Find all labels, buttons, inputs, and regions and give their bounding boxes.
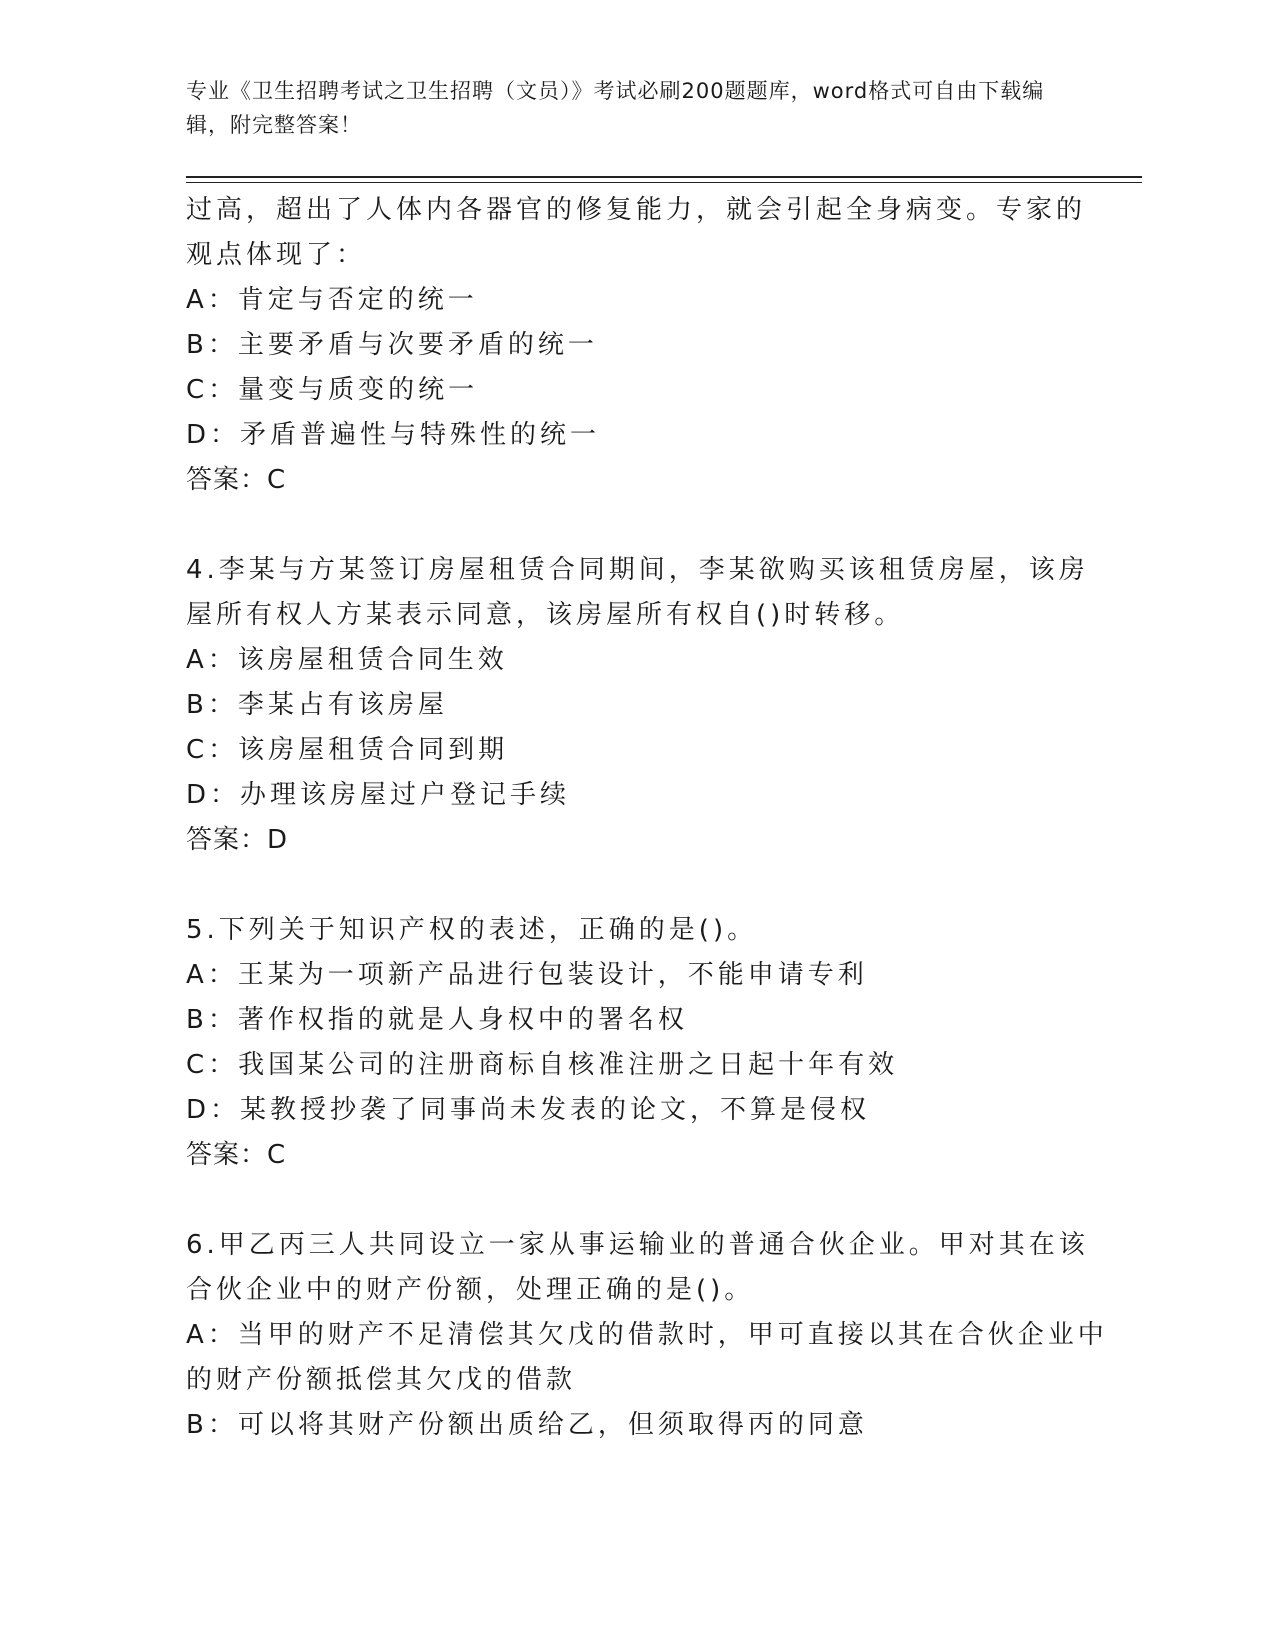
question-5 — [186, 908, 1086, 1178]
option-b: B：可以将其财产份额出质给乙，但须取得丙的同意 — [186, 1410, 868, 1440]
header-divider-thick — [186, 176, 1142, 178]
question-4 — [186, 548, 1089, 863]
header-divider-thin — [186, 182, 1142, 183]
question-list — [186, 188, 1108, 1448]
question-stem: 6.甲乙丙三人共同设立一家从事运输业的普通合伙企业。甲对其在该 — [186, 1230, 1089, 1260]
option-d: D：矛盾普遍性与特殊性的统一 — [186, 420, 601, 450]
question-stem: 合伙企业中的财产份额，处理正确的是()。 — [186, 1275, 755, 1305]
spacer — [186, 1178, 1086, 1223]
option-a: A：王某为一项新产品进行包装设计，不能申请专利 — [186, 960, 868, 990]
option-b: B：主要矛盾与次要矛盾的统一 — [186, 330, 598, 360]
option-d: D：办理该房屋过户登记手续 — [186, 780, 571, 810]
page-header — [186, 74, 1066, 142]
option-c: C：该房屋租赁合同到期 — [186, 735, 509, 765]
question-stem: 观点体现了： — [186, 240, 367, 270]
option-a-continued: 的财产份额抵偿其欠戊的借款 — [186, 1365, 577, 1395]
answer: 答案：D — [186, 825, 289, 855]
option-a: A：肯定与否定的统一 — [186, 285, 478, 315]
question-6 — [186, 1223, 1108, 1448]
document-title: 专业《卫生招聘考试之卫生招聘（文员）》考试必刷200题题库，word格式可自由下载编辑，附完整答案！ — [186, 79, 1045, 137]
option-b: B：李某占有该房屋 — [186, 690, 448, 720]
option-c: C：我国某公司的注册商标自核准注册之日起十年有效 — [186, 1050, 899, 1080]
spacer — [186, 863, 1086, 908]
spacer — [186, 503, 1086, 548]
option-a: A：当甲的财产不足清偿其欠戊的借款时，甲可直接以其在合伙企业中 — [186, 1320, 1108, 1350]
option-a: A：该房屋租赁合同生效 — [186, 645, 508, 675]
option-b: B：著作权指的就是人身权中的署名权 — [186, 1005, 688, 1035]
question-stem: 过高，超出了人体内各器官的修复能力，就会引起全身病变。专家的 — [186, 195, 1087, 225]
answer: 答案：C — [186, 1140, 287, 1170]
answer: 答案：C — [186, 465, 287, 495]
option-d: D：某教授抄袭了同事尚未发表的论文，不算是侵权 — [186, 1095, 871, 1125]
question-stem: 5.下列关于知识产权的表述，正确的是()。 — [186, 915, 758, 945]
question-stem: 屋所有权人方某表示同意，该房屋所有权自()时转移。 — [186, 600, 905, 630]
option-c: C：量变与质变的统一 — [186, 375, 479, 405]
question-3 — [186, 188, 1086, 503]
question-stem: 4.李某与方某签订房屋租赁合同期间，李某欲购买该租赁房屋，该房 — [186, 555, 1089, 585]
